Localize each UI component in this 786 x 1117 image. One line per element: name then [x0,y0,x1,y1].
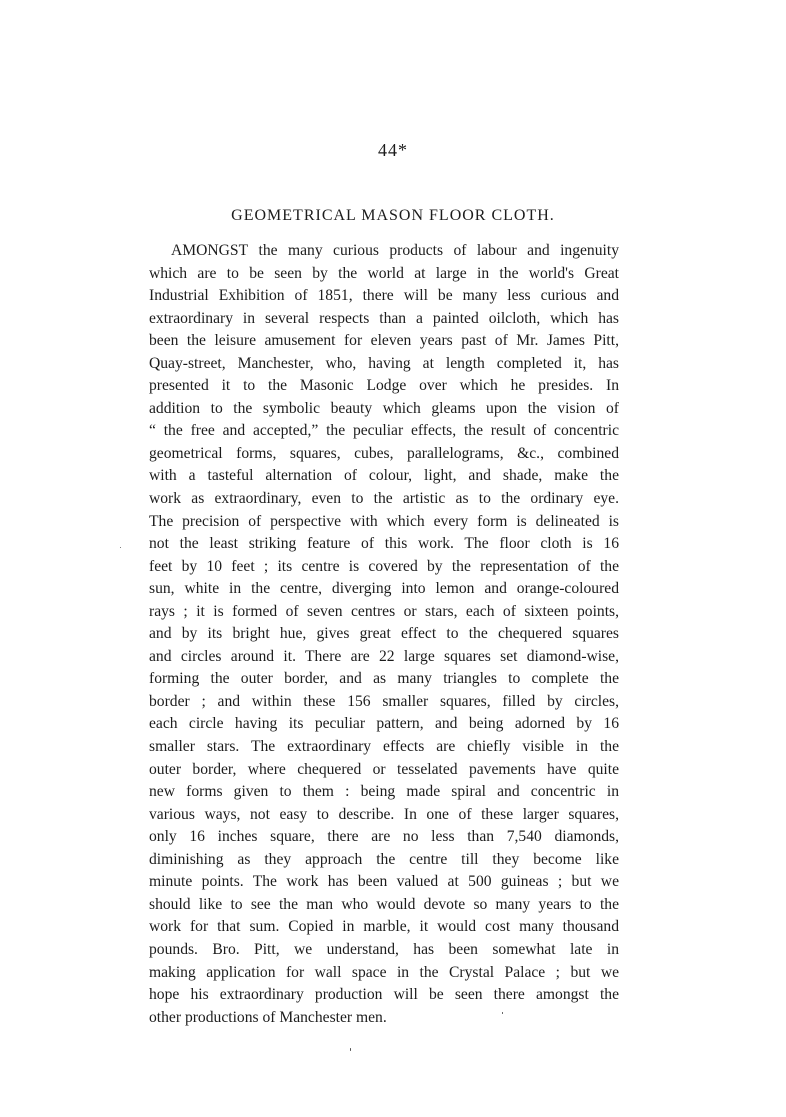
drop-capital: A [171,242,183,259]
article-line: outer border, where chequered or tesselated pavements have quite [149,760,619,778]
small-caps-word: MONGST [182,242,249,259]
article-title: GEOMETRICAL MASON FLOOR CLOTH. [231,207,555,224]
article-line: work as extraordinary, even to the artistic as to the ordinary eye. [149,490,619,508]
article-line: Quay-street, Manchester, who, having at length completed it, has [149,354,619,372]
print-speck [502,1012,503,1014]
article-line-first [149,240,619,263]
print-speck [120,547,121,548]
article-line: geometrical forms, squares, cubes, parallelograms, &c., combined [149,444,619,462]
page-number: 44* [378,140,408,160]
article-line: rays ; it is formed of seven centres or stars, each of sixteen points, [149,602,619,620]
article-line: hope his extraordinary production will be seen there amongst the [149,986,619,1004]
article-line: pounds. Bro. Pitt, we understand, has been somewhat late in [149,940,619,958]
article-line: presented it to the Masonic Lodge over which he presides. In [149,377,619,395]
article-line: and circles around it. There are 22 large squares set diamond-wise, [149,647,619,665]
article-line: various ways, not easy to describe. In one of these larger squares, [149,805,619,823]
article-line: Industrial Exhibition of 1851, there will be many less curious and [149,287,619,305]
article-line: and by its bright hue, gives great effect to the chequered squares [149,625,619,643]
article-line: making application for wall space in the Crystal Palace ; but we [149,963,619,981]
article-body [149,240,619,1029]
first-line-text: the many curious products of labour and ingenuity [248,242,619,259]
article-line: feet by 10 feet ; its centre is covered by the representation of the [149,557,619,575]
article-line: work for that sum. Copied in marble, it would cost many thousand [149,918,619,936]
print-speck [350,1048,351,1051]
article-line: only 16 inches square, there are no less than 7,540 diamonds, [149,828,619,846]
article-line: extraordinary in several respects than a painted oilcloth, which has [149,309,619,327]
article-line: border ; and within these 156 smaller squares, filled by circles, [149,692,619,710]
article-line: with a tasteful alternation of colour, light, and shade, make the [149,467,619,485]
article-line: sun, white in the centre, diverging into lemon and orange-coloured [149,580,619,598]
article-line: which are to be seen by the world at large in the world's Great [149,264,619,282]
article-lines [149,263,619,1030]
article-line: The precision of perspective with which every form is delineated is [149,512,619,530]
article-line: not the least striking feature of this work. The floor cloth is 16 [149,535,619,553]
article-line: new forms given to them : being made spiral and concentric in [149,783,619,801]
article-line: minute points. The work has been valued at 500 guineas ; but we [149,873,619,891]
article-line: addition to the symbolic beauty which gleams upon the vision of [149,399,619,417]
article-line: forming the outer border, and as many triangles to complete the [149,670,619,688]
article-line: smaller stars. The extraordinary effects are chiefly visible in the [149,738,619,756]
article-line: other productions of Manchester men. [149,1008,387,1026]
article-line: each circle having its peculiar pattern, and being adorned by 16 [149,715,619,733]
article-line: been the leisure amusement for eleven years past of Mr. James Pitt, [149,332,619,350]
article-line: diminishing as they approach the centre till they become like [149,850,619,868]
article-line: should like to see the man who would devote so many years to the [149,895,619,913]
article-line: “ the free and accepted,” the peculiar effects, the result of concentric [149,422,619,440]
